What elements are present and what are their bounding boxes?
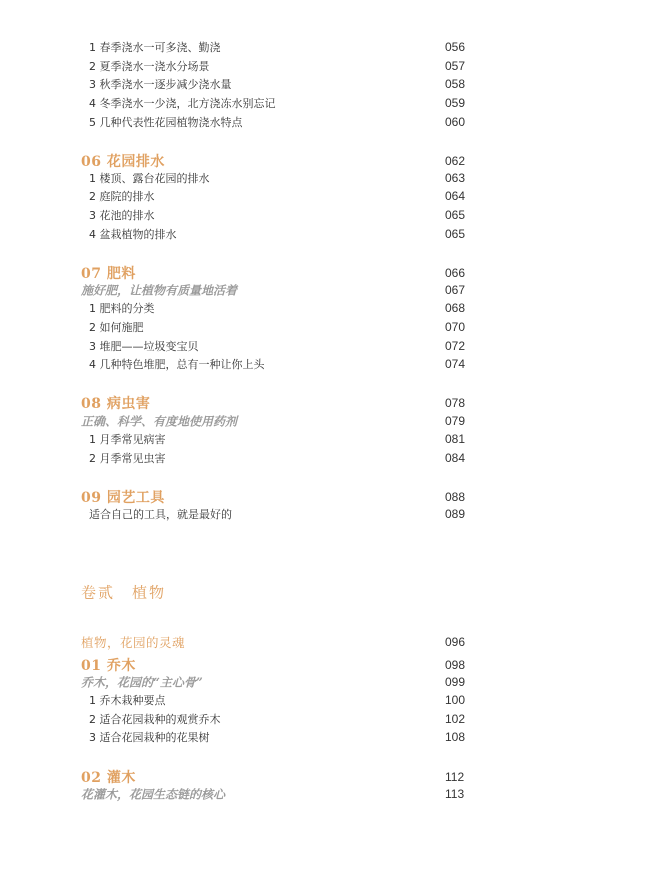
toc-entry[interactable] xyxy=(0,224,658,244)
toc-entry-label: 3 秋季浇水一逐步减少浇水量 xyxy=(89,78,232,91)
part-intro-page: 096 xyxy=(445,635,466,649)
toc-entry[interactable] xyxy=(0,93,658,113)
toc-entry-label: 5 几种代表性花园植物浇水特点 xyxy=(89,116,243,129)
section-title: 09 园艺工具 xyxy=(81,490,165,506)
toc-entry-page: 059 xyxy=(445,96,466,110)
toc-entry-label: 1 春季浇水一可多浇、勤浇 xyxy=(89,41,221,54)
toc-entry-label: 3 适合花园栽种的花果树 xyxy=(89,731,210,744)
toc-entry-page: 084 xyxy=(445,451,466,465)
toc-entry[interactable] xyxy=(0,56,658,76)
section-subtitle[interactable] xyxy=(0,280,658,300)
toc-entry[interactable] xyxy=(0,354,658,374)
toc-entry-label: 1 月季常见病害 xyxy=(89,433,166,446)
toc-entry-page: 100 xyxy=(445,693,466,707)
section-title: 01 乔木 xyxy=(81,658,136,674)
section-title: 07 肥料 xyxy=(81,266,136,282)
toc-entry-page: 060 xyxy=(445,115,466,129)
toc-entry-page: 057 xyxy=(445,59,466,73)
toc-entry-page: 072 xyxy=(445,339,466,353)
section-title: 08 病虫害 xyxy=(81,396,151,412)
section-subtitle-page: 099 xyxy=(445,675,466,689)
toc-entry-label: 1 楼顶、露台花园的排水 xyxy=(89,172,210,185)
toc-entry[interactable] xyxy=(0,298,658,318)
part-heading xyxy=(0,582,658,602)
toc-entry[interactable] xyxy=(0,317,658,337)
toc-entry-label: 2 夏季浇水一浇水分场景 xyxy=(89,60,210,73)
toc-entry-page: 089 xyxy=(445,507,466,521)
section-subtitle[interactable] xyxy=(0,411,658,431)
toc-entry-label: 适合自己的工具，就是最好的 xyxy=(89,508,232,521)
toc-entry-label: 1 乔木栽种要点 xyxy=(89,694,166,707)
section-subtitle-page: 079 xyxy=(445,414,466,428)
part-title: 卷贰 植物 xyxy=(81,583,167,602)
toc-entry-page: 081 xyxy=(445,432,466,446)
toc-entry-page: 065 xyxy=(445,208,466,222)
section-page: 112 xyxy=(445,770,465,784)
toc-entry[interactable] xyxy=(0,186,658,206)
section-page: 078 xyxy=(445,396,466,410)
section-title: 02 灌木 xyxy=(81,770,136,786)
toc-entry-label: 3 堆肥——垃圾变宝贝 xyxy=(89,340,199,353)
toc-entry-label: 4 盆栽植物的排水 xyxy=(89,228,177,241)
toc-entry-label: 4 几种特色堆肥，总有一种让你上头 xyxy=(89,358,265,371)
section-subtitle-text: 花灌木，花园生态链的核心 xyxy=(81,787,226,802)
toc-entry[interactable] xyxy=(0,336,658,356)
section-title: 06 花园排水 xyxy=(81,154,165,170)
section-subtitle-page: 113 xyxy=(445,787,465,801)
toc-entry[interactable] xyxy=(0,205,658,225)
toc-entry-page: 070 xyxy=(445,320,466,334)
toc-entry-label: 2 如何施肥 xyxy=(89,321,144,334)
toc-entry[interactable] xyxy=(0,429,658,449)
toc-entry-page: 064 xyxy=(445,189,466,203)
section-subtitle[interactable] xyxy=(0,784,658,804)
section-subtitle-page: 067 xyxy=(445,283,466,297)
section-page: 098 xyxy=(445,658,466,672)
section-page: 062 xyxy=(445,154,466,168)
section-subtitle-text: 正确、科学、有度地使用药剂 xyxy=(81,414,238,429)
toc-entry[interactable] xyxy=(0,448,658,468)
toc-entry[interactable] xyxy=(0,37,658,57)
toc-entry[interactable] xyxy=(0,727,658,747)
toc-entry-label: 2 庭院的排水 xyxy=(89,190,155,203)
section-subtitle[interactable] xyxy=(0,672,658,692)
part-intro[interactable] xyxy=(0,632,658,652)
part-intro-text: 植物，花园的灵魂 xyxy=(81,635,186,650)
toc-entry-label: 3 花池的排水 xyxy=(89,209,155,222)
toc-entry[interactable] xyxy=(0,690,658,710)
toc-entry-page: 058 xyxy=(445,77,466,91)
section-page: 088 xyxy=(445,490,466,504)
toc-entry-page: 108 xyxy=(445,730,466,744)
section-page: 066 xyxy=(445,266,466,280)
toc-entry[interactable] xyxy=(0,168,658,188)
toc-entry-label: 4 冬季浇水一少浇，北方浇冻水别忘记 xyxy=(89,97,276,110)
toc-entry-label: 1 肥料的分类 xyxy=(89,302,155,315)
toc-entry-page: 074 xyxy=(445,357,466,371)
section-heading[interactable] xyxy=(0,393,658,413)
section-subtitle-text: 施好肥，让植物有质量地活着 xyxy=(81,283,238,298)
toc-entry-page: 056 xyxy=(445,40,466,54)
toc-entry[interactable] xyxy=(0,504,658,524)
toc-entry-page: 063 xyxy=(445,171,466,185)
toc-entry[interactable] xyxy=(0,74,658,94)
toc-entry[interactable] xyxy=(0,709,658,729)
section-subtitle-text: 乔木，花园的“主心骨” xyxy=(81,675,203,690)
toc-entry-page: 068 xyxy=(445,301,466,315)
toc-entry-label: 2 月季常见虫害 xyxy=(89,452,166,465)
toc-entry-label: 2 适合花园栽种的观赏乔木 xyxy=(89,713,221,726)
toc-entry-page: 065 xyxy=(445,227,466,241)
toc-entry[interactable] xyxy=(0,112,658,132)
toc-entry-page: 102 xyxy=(445,712,466,726)
